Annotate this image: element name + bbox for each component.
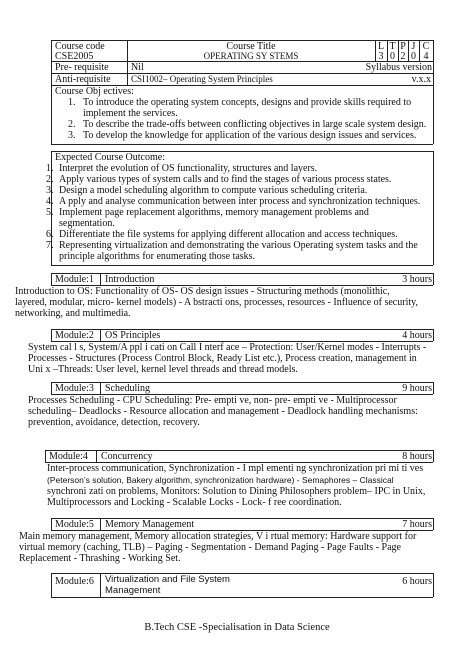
rule (433, 450, 434, 462)
outcome-text: Differentiate the file systems for applying different allocation and access techniques. (59, 229, 398, 240)
module-body: Multiprocessors and Locking - Scalable Locks - Lock- f ree coordination. (47, 497, 342, 508)
outcome-text: Interpret the evolution of OS functionality, structures and layers. (59, 163, 318, 174)
module-label: Module:5 (55, 519, 94, 530)
module-hours: 9 hours (402, 383, 432, 394)
module-label: Module:6 (55, 576, 94, 587)
module-hours: 6 hours (402, 576, 432, 587)
rule (100, 382, 101, 394)
module-label: Module:4 (49, 451, 88, 462)
outcome-number: 3. (46, 185, 54, 196)
l-value: 3 (378, 51, 384, 62)
rule (51, 273, 52, 285)
module-body: Processes Scheduling - CPU Scheduling: Pre- empti ve, non- pre- empti ve - Multiprocessor (28, 395, 397, 406)
p-label: P (400, 41, 406, 52)
module-label: Module:3 (55, 383, 94, 394)
course-title-label: Course Title (226, 41, 276, 52)
p-value: 2 (400, 51, 406, 62)
rule (51, 329, 52, 341)
outcome-text: Implement page replacement algorithms, memory management problems and (59, 207, 369, 218)
prereq-label: Pre- requisite (55, 62, 109, 73)
rule (51, 573, 52, 597)
module-body: virtual memory (caching, TLB) – Paging - Segmentation - Demand Paging - Page Faults - Page (19, 542, 401, 553)
module-hours: 3 hours (402, 274, 432, 285)
prereq-value: Nil (131, 62, 144, 73)
objective-text: To describe the trade-offs between conflicting objectives in large scale system design. (83, 119, 427, 130)
rule (433, 273, 434, 285)
outcome-text: Design a model scheduling algorithm to compute various scheduling criteria. (59, 185, 368, 196)
rule (433, 40, 434, 85)
module-body: prevention, avoidance, detection, recovery. (28, 417, 200, 428)
t-label: T (389, 41, 396, 52)
rule (51, 265, 433, 266)
outcome-text: segmentation. (59, 218, 115, 229)
outcome-number: 5. (46, 207, 54, 218)
outcome-text: Representing virtualization and demonstrating the various Operating system tasks and the (59, 240, 418, 251)
objective-text: implement the services. (83, 108, 178, 119)
module-hours: 7 hours (402, 519, 432, 530)
module-body: Processes - Structures (Process Control Block, Ready List etc.), Process creation, management in (28, 353, 417, 364)
course-title: OPERATING SY STEMS (203, 51, 299, 61)
rule (100, 573, 101, 597)
module-title: Scheduling (105, 383, 150, 394)
outcome-number: 1. (46, 163, 54, 174)
module-title: Introduction (105, 274, 155, 285)
rule (433, 573, 434, 597)
outcome-number: 2. (46, 174, 54, 185)
module-title: Virtualization and File System (105, 574, 230, 585)
module-body: Uni x –Threads: User level, kernel level threads and thread models. (28, 364, 298, 375)
antireq-value: CSI1002– Operating System Principles (131, 74, 273, 84)
module-body: layered, modular, micro- kernel models) - A bstracti ons, processes, resources - Influence of security, (15, 297, 418, 308)
course-code-label: Course code (55, 41, 105, 52)
module-title: Management (105, 585, 161, 596)
rule (51, 85, 52, 144)
outcome-text: A pply and analyse communication between inter process and synchronization techniques. (59, 196, 421, 207)
t-value: 0 (390, 51, 395, 62)
c-label: C (422, 41, 430, 52)
rule (51, 518, 52, 530)
module-label: Module:2 (55, 330, 94, 341)
syllabus-version-label: Syllabus version (365, 62, 432, 73)
rule (100, 273, 101, 285)
outcome-number: 4. (46, 196, 54, 207)
rule (51, 382, 52, 394)
antireq-label: Anti-requisite (55, 74, 111, 85)
rule (100, 329, 101, 341)
module-title: OS Principles (105, 330, 161, 341)
outcome-number: 6. (46, 229, 54, 240)
outcome-text: Apply various types of system calls and to find the stages of various process states. (59, 174, 392, 185)
module-hours: 4 hours (402, 330, 432, 341)
module-body: Main memory management, Memory allocation strategies, V i rtual memory: Hardware support for (19, 531, 417, 542)
rule (433, 329, 434, 341)
rule (51, 40, 52, 85)
objective-number: 2. (68, 119, 76, 130)
module-body: Inter-process communication, Synchronization - I mpl ementi ng synchronization pri mi ti ves (47, 463, 424, 474)
outcome-number: 7. (46, 240, 54, 251)
page-footer: B.Tech CSE -Specialisation in Data Science (144, 622, 330, 633)
module-body: Introduction to OS: Functionality of OS- OS design issues - Structuring methods (monolithic, (15, 286, 390, 297)
rule (96, 450, 97, 462)
j-value: 0 (411, 51, 416, 62)
module-body: System cal l s, System/A ppl i cati on Call I nterf ace – Protection: User/Kernel modes - Interrupts - (28, 342, 427, 353)
course-code: CSE2005 (55, 51, 94, 62)
rule (51, 144, 433, 145)
module-body: synchroni zati on problems, Monitors: Solution to Dining Philosophers problem– IPC in Unix, (47, 486, 426, 497)
module-body: (Peterson’s solution, Bakery algorithm, synchronization hardware) - Semaphores – Classical (47, 475, 394, 485)
objective-text: To introduce the operating system concepts, designs and provide skills required to (83, 97, 412, 108)
rule (45, 450, 46, 462)
rule (51, 597, 433, 598)
objectives-heading: Course Obj ectives: (55, 86, 134, 97)
version-value: v.x.x (411, 74, 431, 85)
rule (433, 518, 434, 530)
objective-text: To develop the knowledge for application of the various design issues and services. (83, 130, 417, 141)
module-title: Concurrency (101, 451, 153, 462)
rule (100, 518, 101, 530)
rule (433, 85, 434, 144)
rule (433, 382, 434, 394)
module-body: networking, and multimedia. (15, 308, 131, 319)
outcomes-heading: Expected Course Outcome: (55, 152, 165, 163)
j-label: J (411, 41, 416, 52)
c-value: 4 (423, 51, 429, 62)
module-body: Replacement - Thrashing - Working Set. (19, 553, 181, 564)
outcome-text: principle algorithms for enumerating those tasks. (59, 251, 256, 262)
module-body: scheduling– Deadlocks - Resource allocation and management - Deadlock handling mechanisms: (28, 406, 418, 417)
rule (433, 151, 434, 265)
l-label: L (377, 41, 385, 52)
objective-number: 3. (68, 130, 76, 141)
objective-number: 1. (68, 97, 76, 108)
module-title: Memory Management (105, 519, 195, 530)
module-label: Module:1 (55, 274, 94, 285)
module-hours: 8 hours (402, 451, 432, 462)
